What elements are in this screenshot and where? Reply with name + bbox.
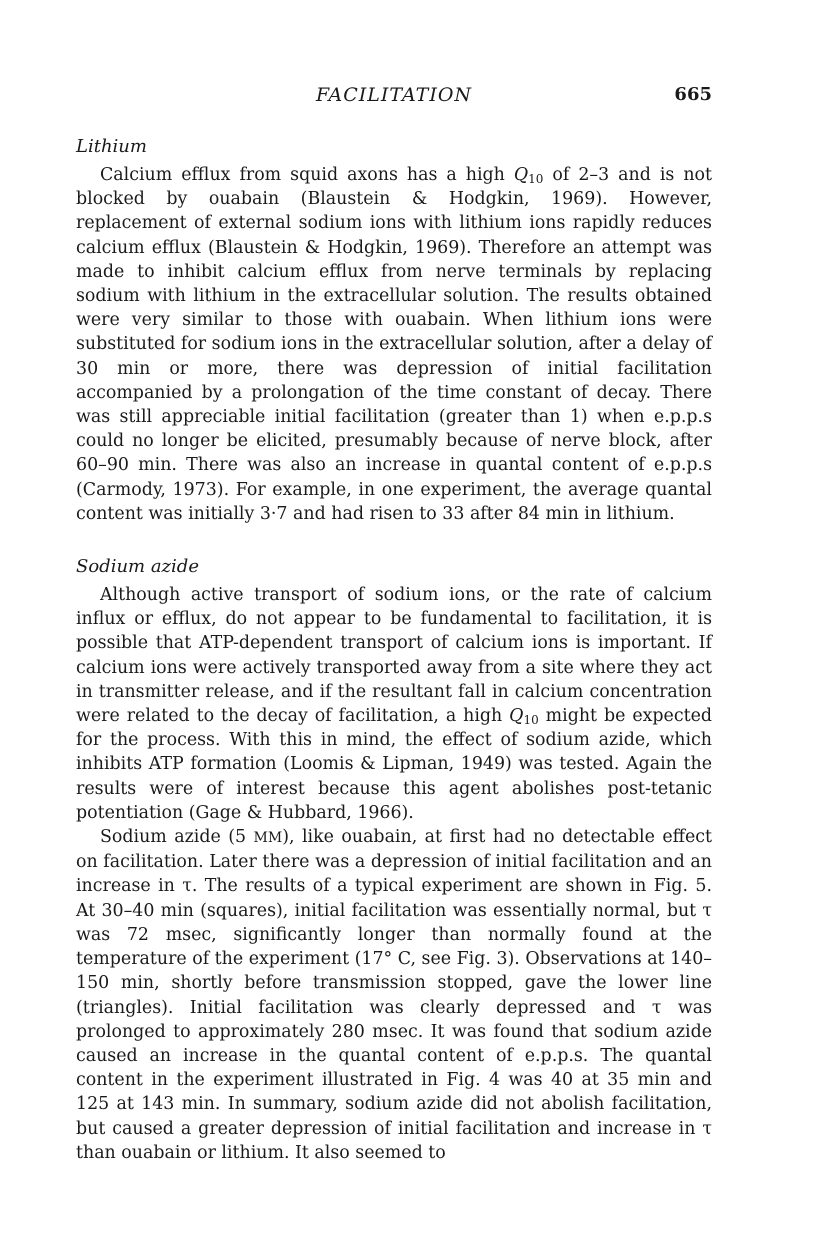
paragraph-lithium: Calcium efflux from squid axons has a high $Q_{10}$ of 2–3 and is not blocked by ouabain (Blaustein & Hodgkin, 1969). However, replacement of external sodium ions with lithium ions rapidly reduces calcium efflux (Blaustein & Hodgkin, 1969). Therefore an attempt was made to inhibit calcium efflux from nerve terminals by replacing sodium with lithium in the extracellular solution. The results obtained were very similar to those with ouabain. When lithium ions were substituted for sodium ions in the extracellular solution, after a delay of 30 min or more, there was depression of initial facilitation accompanied by a prolongation of the time constant of decay. There was still appreciable initial facilitation (greater than 1) when e.p.p.s could no longer be elicited, presumably because of nerve block, after 60–90 min. There was also an increase in quantal content of e.p.p.s (Carmody, 1973). For example, in one experiment, the average quantal content was initially 3·7 and had risen to 33 after 84 min in lithium. [76,165,712,524]
page-number: 665 [674,84,712,105]
running-title: FACILITATION [315,84,473,106]
paragraph-azide-2: Sodium azide (5 MM), like ouabain, at first had no detectable effect on facilitation. Later there was a depression of initial facilitation and an increase in τ. The results of a typical experiment are shown in Fig. 5. At 30–40 min (squares), initial facilitation was essentially normal, but τ was 72 msec, significantly longer than normally found at the temperature of the experiment (17° C, see Fig. 3). Observations at 140–150 min, shortly before transmission stopped, gave the lower line (triangles). Initial facilitation was clearly depressed and τ was prolonged to approximately 280 msec. It was found that sodium azide caused an increase in the quantal content of e.p.p.s. The quantal content in the experiment illustrated in Fig. 4 was 40 at 35 min and 125 at 143 min. In summary, sodium azide did not abolish facilitation, but caused a greater depression of initial facilitation and increase in τ than ouabain or lithium. It also seemed to [76,827,713,1163]
page-header [76,84,712,114]
section-heading-sodium-azide: Sodium azide [76,556,199,578]
paragraph-azide-1: Although active transport of sodium ions, or the rate of calcium influx or efflux, do not appear to be fundamental to facilitation, it is possible that ATP-dependent transport of calcium ions is important. If calcium ions were actively transported away from a site where they act in transmitter release, and if the resultant fall in calcium concentration were related to the decay of facilitation, a high $Q_{10}$ might be expected for the process. With this in mind, the effect of sodium azide, which inhibits ATP formation (Loomis & Lipman, 1949) was tested. Again the results were of interest because this agent abolishes post-tetanic potentiation (Gage & Hubbard, 1966). [76,585,713,823]
section-heading-lithium: Lithium [76,136,147,157]
page [76,84,712,1165]
